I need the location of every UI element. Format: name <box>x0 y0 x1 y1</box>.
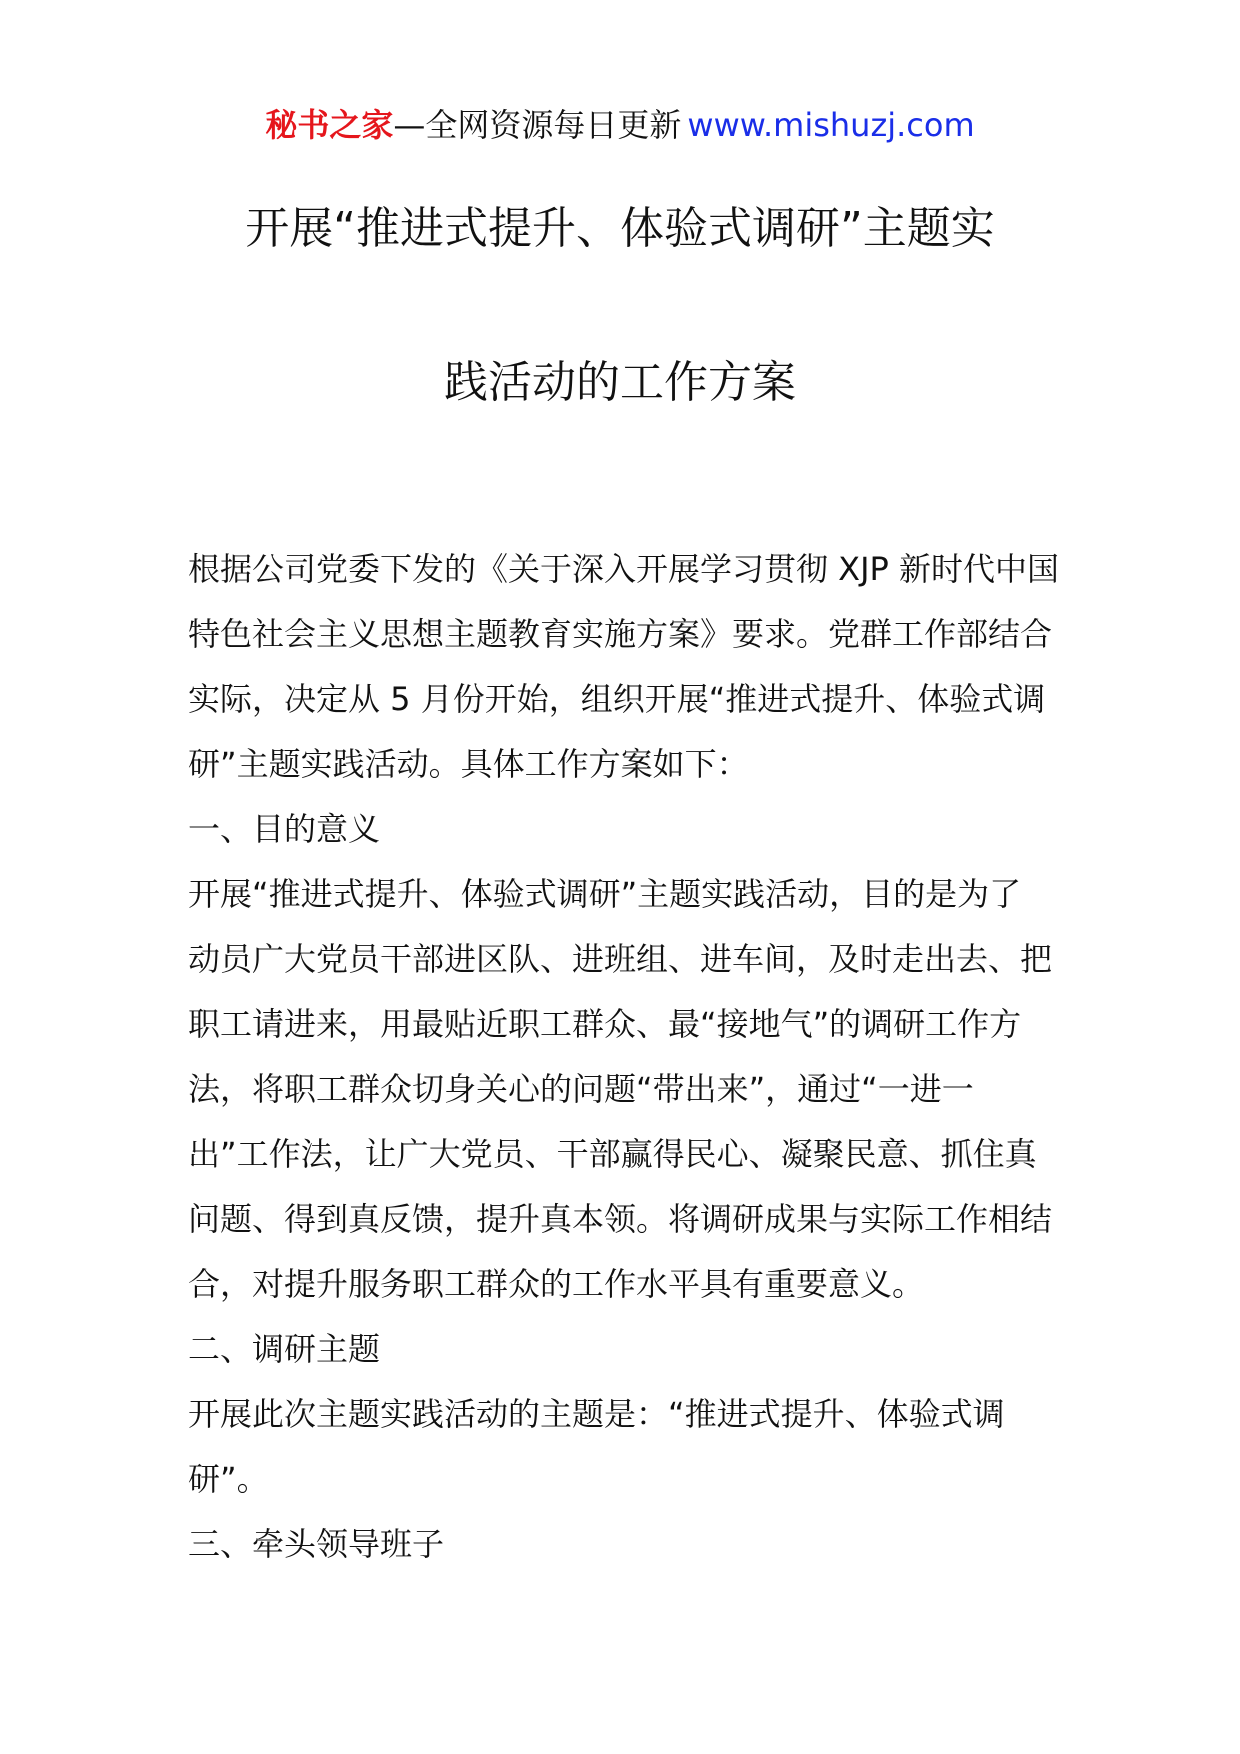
body-line: 开展“推进式提升、体验式调研”主题实践活动，目的是为了 <box>188 875 1022 913</box>
document-title-line-2: 践活动的工作方案 <box>444 357 796 408</box>
section-heading-leadership: 三、牵头领导班子 <box>188 1525 445 1563</box>
brand-name: 秘书之家 <box>265 106 394 144</box>
body-line: 合，对提升服务职工群众的工作水平具有重要意义。 <box>188 1265 925 1303</box>
body-line: 实际，决定从 5 月份开始，组织开展“推进式提升、体验式调 <box>188 680 1046 718</box>
document-title-line-1: 开展“推进式提升、体验式调研”主题实 <box>245 203 995 254</box>
document-body <box>188 537 1058 1577</box>
body-line: 开展此次主题实践活动的主题是：“推进式提升、体验式调 <box>188 1395 1005 1433</box>
body-line: 出”工作法，让广大党员、干部赢得民心、凝聚民意、抓住真 <box>188 1135 1037 1173</box>
body-line: 研”。 <box>188 1460 269 1498</box>
site-header <box>0 100 1240 150</box>
body-line: 特色社会主义思想主题教育实施方案》要求。党群工作部结合 <box>188 615 1053 653</box>
section-heading-purpose: 一、目的意义 <box>188 810 381 848</box>
body-line: 职工请进来，用最贴近职工群众、最“接地气”的调研工作方 <box>188 1005 1022 1043</box>
section-heading-topic: 二、调研主题 <box>188 1330 381 1368</box>
body-line: 动员广大党员干部进区队、进班组、进车间，及时走出去、把 <box>188 940 1053 978</box>
body-line: 研”主题实践活动。具体工作方案如下： <box>188 745 749 783</box>
body-line: 问题、得到真反馈，提升真本领。将调研成果与实际工作相结 <box>188 1200 1053 1238</box>
body-line: 根据公司党委下发的《关于深入开展学习贯彻 XJP 新时代中国 <box>188 550 1060 588</box>
site-link[interactable]: www.mishuzj.com <box>687 106 975 144</box>
body-line: 法，将职工群众切身关心的问题“带出来”，通过“一进一 <box>188 1070 974 1108</box>
header-slogan: —全网资源每日更新 <box>393 106 682 144</box>
